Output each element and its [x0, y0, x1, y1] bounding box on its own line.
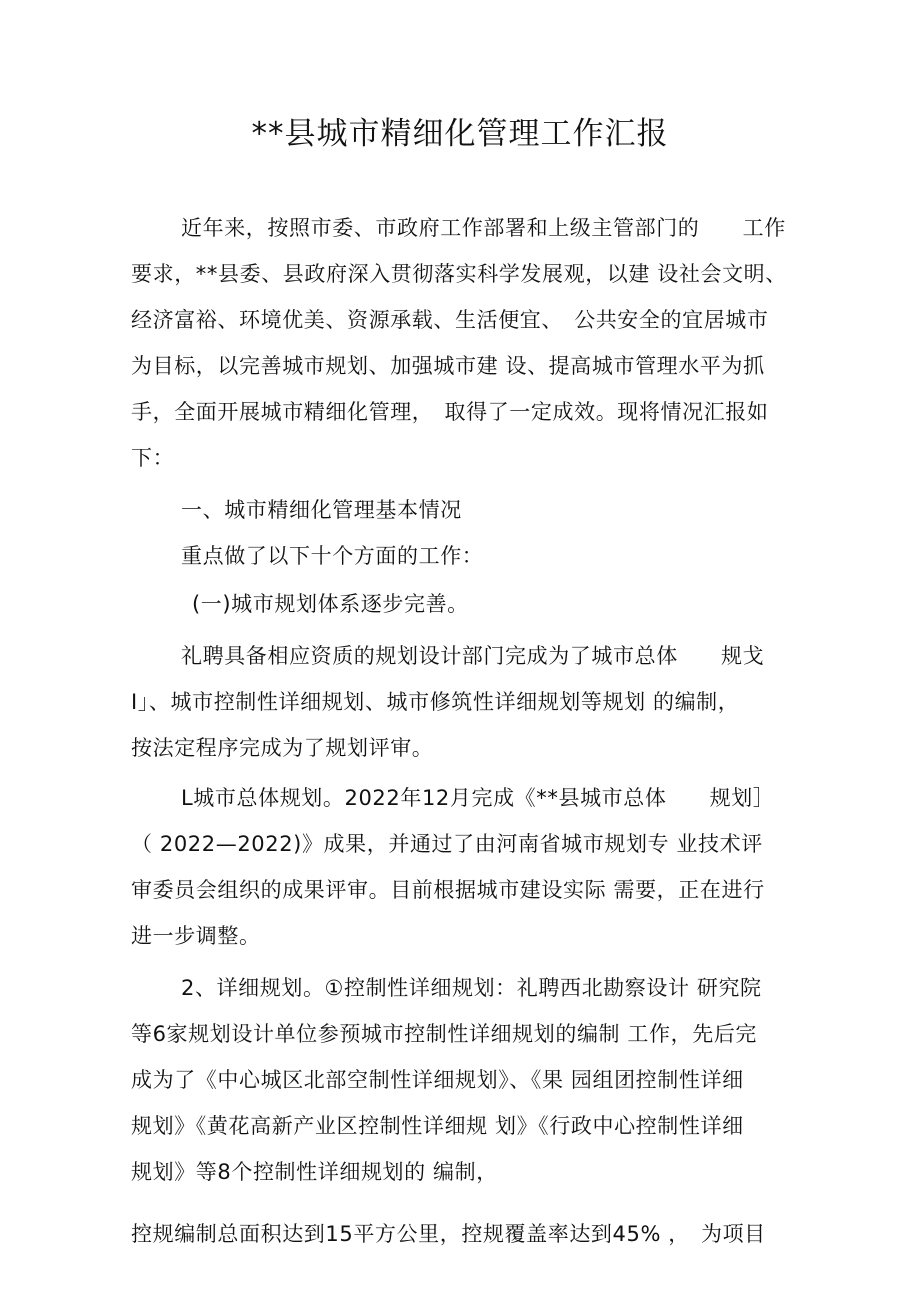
paragraph-line: 规划》《黄花高新产业区控制性详细规 划》《行政中心控制性详细 [131, 1114, 744, 1138]
section-heading: 一、城市精细化管理基本情况 [181, 498, 462, 522]
paragraph-line: 为目标，以完善城市规划、加强城市建 设、提高城市管理水平为抓 [131, 354, 765, 378]
paragraph-line: I」、城市控制性详细规划、城市修筑性详细规划等规划 的编制， [131, 690, 740, 714]
subsection-heading: (一)城市规划体系逐步完善。 [192, 592, 469, 616]
paragraph-line: 重点做了以下十个方面的工作： [181, 544, 484, 568]
page-title: **县城市精细化管理工作汇报 [251, 116, 669, 152]
paragraph-line: 近年来，按照市委、市政府工作部署和上级主管部门的 工作 [181, 216, 786, 240]
paragraph-line: 2、详细规划。①控制性详细规划：礼聘西北勘察设计 研究院 [181, 976, 762, 1000]
paragraph-line: 规划》等8个控制性详细规划的 编制， [131, 1160, 498, 1184]
paragraph-line: 成为了《中心城区北部空制性详细规划》、《果 园组团控制性详细 [131, 1068, 744, 1092]
paragraph-line: 进一步调整。 [131, 924, 261, 948]
paragraph-line: 礼聘具备相应资质的规划设计部门完成为了城市总体 规戈 [181, 644, 765, 668]
paragraph-line: 审委员会组织的成果评审。目前根据城市建设实际 需要，正在进行 [131, 878, 765, 902]
paragraph-line: L城市总体规划。2022年12月完成《**县城市总体 规划］ [181, 786, 775, 810]
paragraph-line: 要求，**县委、县政府深入贯彻落实科学发展观，以建 设社会文明、 [131, 262, 787, 286]
paragraph-line: 等6家规划设计单位参预城市控制性详细规划的编制 工作，先后完 [131, 1022, 758, 1046]
paragraph-line: 下： [131, 446, 175, 470]
paragraph-line: 按法定程序完成为了规划评审。 [131, 736, 434, 760]
paragraph-line: 经济富裕、环境优美、资源承载、生活便宜、 公共安全的宜居城市 [131, 308, 769, 332]
paragraph-line: （ 2022—2022)》成果，并通过了由河南省城市规划专 业技术评 [131, 832, 763, 856]
paragraph-line: 手，全面开展城市精细化管理， 取得了一定成效。现将情况汇报如 [131, 400, 769, 424]
paragraph-line: 控规编制总面积达到15平方公里，控规覆盖率达到45% ， 为项目 [131, 1222, 766, 1246]
